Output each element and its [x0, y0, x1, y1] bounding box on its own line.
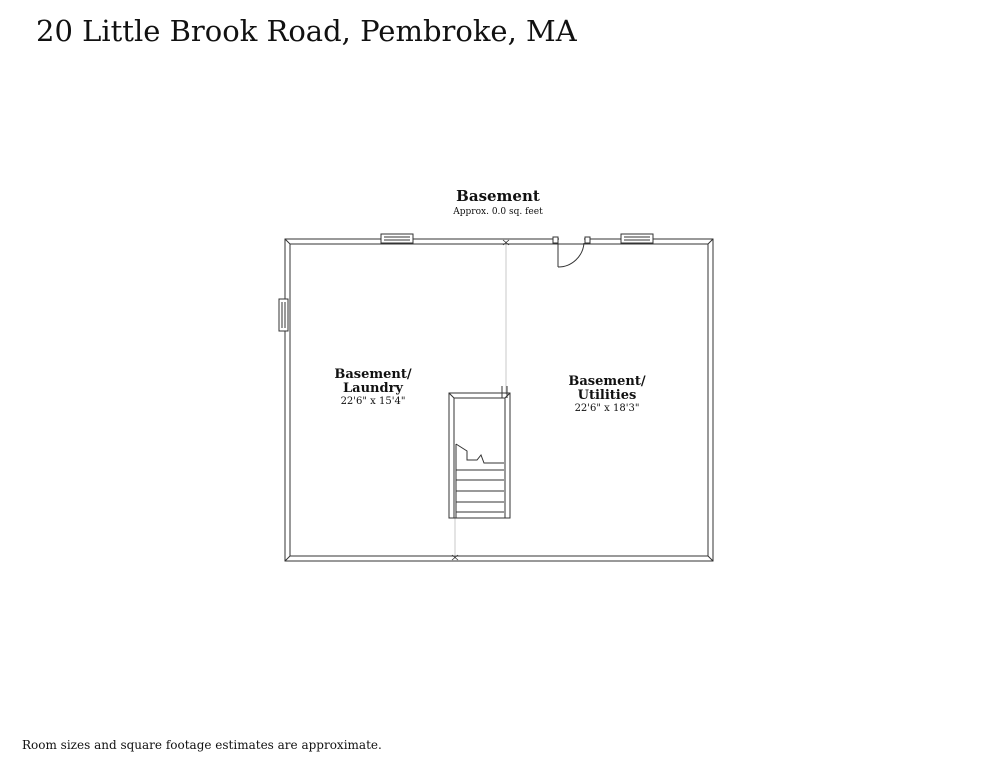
disclaimer-note: Room sizes and square footage estimates are approximate.: [22, 738, 382, 752]
floor-area: Approx. 0.0 sq. feet: [453, 207, 543, 217]
stairwell: [449, 386, 510, 518]
room-name-line2: Laundry: [343, 381, 403, 396]
window-top-left: [381, 234, 413, 243]
room-label-utilities: [527, 375, 687, 414]
room-name-line1: Basement/: [568, 374, 646, 389]
floor-name: Basement: [456, 187, 540, 205]
page-title: 20 Little Brook Road, Pembroke, MA: [36, 14, 577, 48]
room-dimensions: 22'6" x 18'3": [574, 403, 640, 414]
room-name-line2: Utilities: [577, 388, 637, 403]
window-left: [279, 299, 288, 331]
room-name-line1: Basement/: [334, 367, 412, 382]
window-top-right: [621, 234, 653, 243]
room-label-laundry: [293, 368, 453, 407]
room-dimensions: 22'6" x 15'4": [340, 396, 406, 407]
door: [553, 237, 590, 267]
